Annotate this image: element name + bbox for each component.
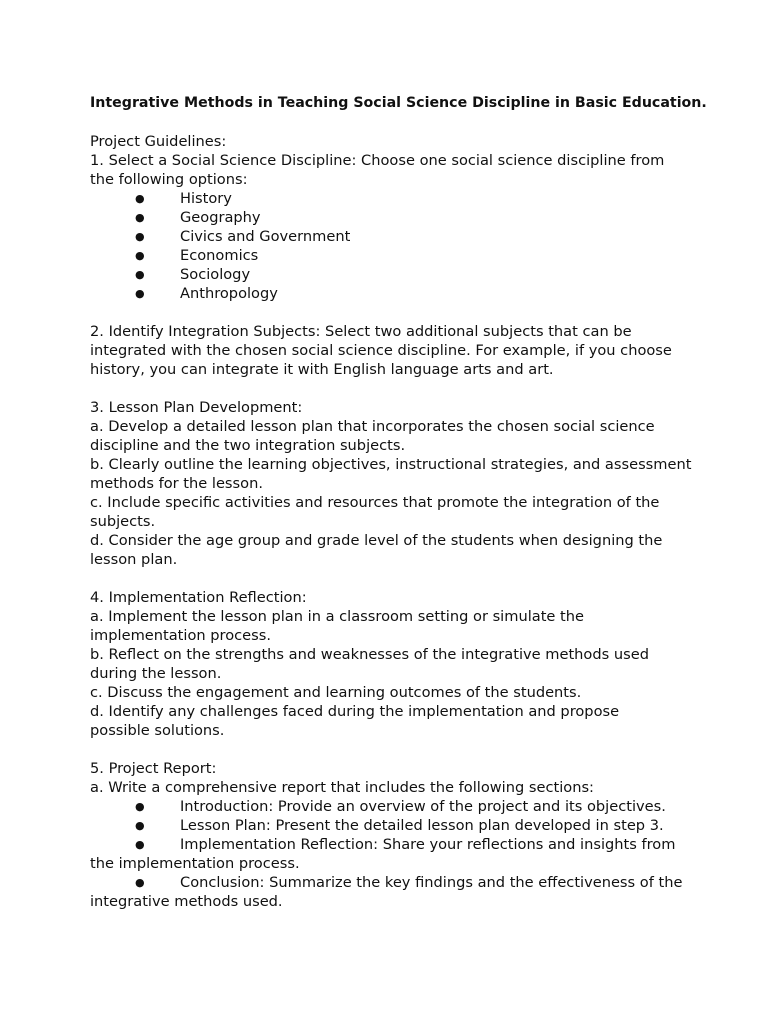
step-3-line: b. Clearly outline the learning objectives, instructional strategies, and assessment xyxy=(90,456,692,473)
discipline-option xyxy=(90,208,690,227)
bullet-icon: ● xyxy=(135,838,145,851)
report-section-item xyxy=(90,816,690,835)
step-3-line: methods for the lesson. xyxy=(90,475,263,492)
step-5-intro: a. Write a comprehensive report that includes the following sections: xyxy=(90,779,594,796)
discipline-options-list xyxy=(90,189,690,303)
report-section-text: Conclusion: Summarize the key findings and the effectiveness of the xyxy=(180,874,683,891)
guidelines-heading: Project Guidelines: xyxy=(90,133,227,150)
step-3-line: d. Consider the age group and grade level of the students when designing the xyxy=(90,532,663,549)
discipline-option-label: History xyxy=(180,190,232,207)
discipline-option-label: Economics xyxy=(180,247,259,264)
step-5-section xyxy=(90,759,690,911)
step-4-line: d. Identify any challenges faced during the implementation and propose xyxy=(90,703,620,720)
discipline-option xyxy=(90,227,690,246)
step-3-line: a. Develop a detailed lesson plan that incorporates the chosen social science xyxy=(90,418,655,435)
document-title: Integrative Methods in Teaching Social Science Discipline in Basic Education. xyxy=(90,95,707,111)
bullet-icon: ● xyxy=(135,192,145,205)
report-section-item xyxy=(90,835,690,854)
step-2-section xyxy=(90,322,690,379)
step-4-line: a. Implement the lesson plan in a classroom setting or simulate the xyxy=(90,608,584,625)
discipline-option xyxy=(90,246,690,265)
step-3-line: 3. Lesson Plan Development: xyxy=(90,399,303,416)
step-4-line: 4. Implementation Reflection: xyxy=(90,589,307,606)
step-3-line: lesson plan. xyxy=(90,551,178,568)
report-section-text: Implementation Reflection: Share your reflections and insights from xyxy=(180,836,676,853)
step-4-line: during the lesson. xyxy=(90,665,222,682)
report-section-text: Introduction: Provide an overview of the project and its objectives. xyxy=(180,798,666,815)
step-3-line: discipline and the two integration subjects. xyxy=(90,437,406,454)
step-4-line: implementation process. xyxy=(90,627,271,644)
step-3-line: c. Include specific activities and resources that promote the integration of the xyxy=(90,494,660,511)
bullet-icon: ● xyxy=(135,819,145,832)
discipline-option-label: Sociology xyxy=(180,266,251,283)
document-page xyxy=(90,94,707,911)
step-1-line-1: 1. Select a Social Science Discipline: Choose one social science discipline from xyxy=(90,152,665,169)
step-4-section xyxy=(90,588,690,740)
step-4-line: possible solutions. xyxy=(90,722,225,739)
step-1-line-2: the following options: xyxy=(90,171,248,188)
step-3-section xyxy=(90,398,690,569)
discipline-option-label: Geography xyxy=(180,209,261,226)
discipline-option xyxy=(90,265,690,284)
bullet-icon: ● xyxy=(135,800,145,813)
report-section-item xyxy=(90,873,690,892)
bullet-icon: ● xyxy=(135,249,145,262)
step-4-line: b. Reflect on the strengths and weaknesses of the integrative methods used xyxy=(90,646,649,663)
bullet-icon: ● xyxy=(135,876,145,889)
step-2-line: 2. Identify Integration Subjects: Select two additional subjects that can be xyxy=(90,323,632,340)
discipline-option-label: Civics and Government xyxy=(180,228,351,245)
discipline-option xyxy=(90,189,690,208)
step-2-line: history, you can integrate it with English language arts and art. xyxy=(90,361,554,378)
bullet-icon: ● xyxy=(135,287,145,300)
report-section-text: Lesson Plan: Present the detailed lesson plan developed in step 3. xyxy=(180,817,664,834)
step-3-line: subjects. xyxy=(90,513,156,530)
discipline-option-label: Anthropology xyxy=(180,285,278,302)
step-1-section xyxy=(90,132,690,303)
report-section-continuation: the implementation process. xyxy=(90,855,300,872)
bullet-icon: ● xyxy=(135,268,145,281)
discipline-option xyxy=(90,284,690,303)
report-section-item xyxy=(90,797,690,816)
report-section-continuation: integrative methods used. xyxy=(90,893,283,910)
bullet-icon: ● xyxy=(135,230,145,243)
step-2-line: integrated with the chosen social science discipline. For example, if you choose xyxy=(90,342,672,359)
bullet-icon: ● xyxy=(135,211,145,224)
step-4-line: c. Discuss the engagement and learning outcomes of the students. xyxy=(90,684,582,701)
step-5-heading: 5. Project Report: xyxy=(90,760,217,777)
